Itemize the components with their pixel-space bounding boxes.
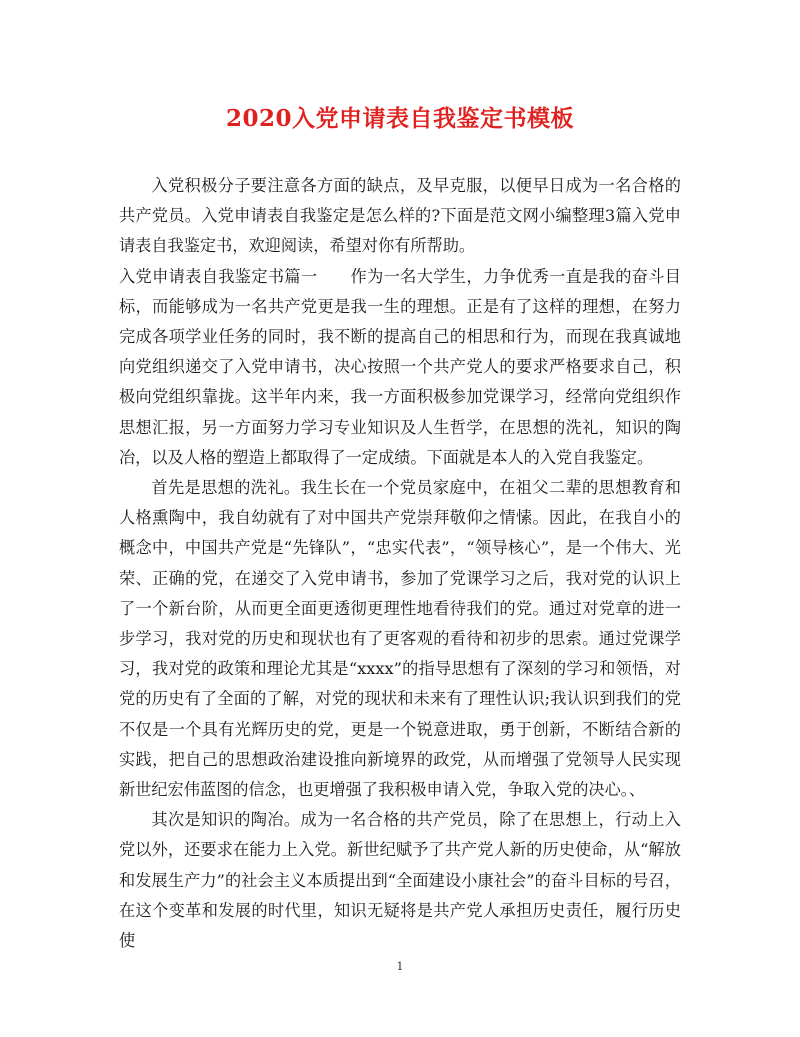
paragraph-thought: 首先是思想的洗礼。我生长在一个党员家庭中，在祖父二辈的思想教育和人格熏陶中，我自幼就有了对中国共产党崇拜敬仰之情愫。因此，在我自小的概念中，中国共产党是“先锋队”，“忠实代表”，“领导核心”，是一个伟大、光荣、正确的党，在递交了入党申请书，参加了党课学习之后，我对党的认识上了一个新台阶，从而更全面更透彻更理性地看待我们的党。通过对党章的进一步学习，我对党的历史和现状也有了更客观的看待和初步的思索。通过党课学习，我对党的政策和理论尤其是“xxxx”的指导思想有了深刻的学习和领悟，对党的历史有了全面的了解，对党的现状和未来有了理性认识;我认识到我们的党不仅是一个具有光辉历史的党，更是一个锐意进取，勇于创新，不断结合新的实践，把自己的思想政治建设推向新境界的政党，从而增强了党领导人民实现新世纪宏伟蓝图的信念，也更增强了我积极申请入党，争取入党的决心。、 (119, 478, 681, 800)
paragraph-section-one: 入党申请表自我鉴定书篇一 作为一名大学生，力争优秀一直是我的奋斗目标，而能够成为一名共产党更是我一生的理想。正是有了这样的理想，在努力完成各项学业任务的同时，我不断的提高自己的相思和行为，而现在我真诚地向党组织递交了入党申请书，决心按照一个共产党人的要求严格要求自己，积极向党组织靠拢。这半年内来，我一方面积极参加党课学习，经常向党组织作思想汇报，另一方面努力学习专业知识及人生哲学，在思想的洗礼，知识的陶冶，以及人格的塑造上都取得了一定成绩。下面就是本人的入党自我鉴定。 (119, 266, 681, 467)
paragraph-intro: 入党积极分子要注意各方面的缺点，及早克服，以便早日成为一名合格的共产党员。入党申请表自我鉴定是怎么样的?下面是范文网小编整理3篇入党申请表自我鉴定书，欢迎阅读，希望对你有所帮助。 (119, 176, 681, 256)
paragraph-knowledge: 其次是知识的陶冶。成为一名合格的共产党员，除了在思想上，行动上入党以外，还要求在能力上入党。新世纪赋予了共产党人新的历史使命，从“解放和发展生产力”的社会主义本质提出到“全面建设小康社会”的奋斗目标的号召，在这个变革和发展的时代里，知识无疑将是共产党人承担历史责任，履行历史使 (119, 810, 681, 951)
document-title: 2020入党申请表自我鉴定书模板 (225, 105, 574, 132)
page-number: 1 (396, 960, 404, 973)
document-body (119, 171, 681, 956)
